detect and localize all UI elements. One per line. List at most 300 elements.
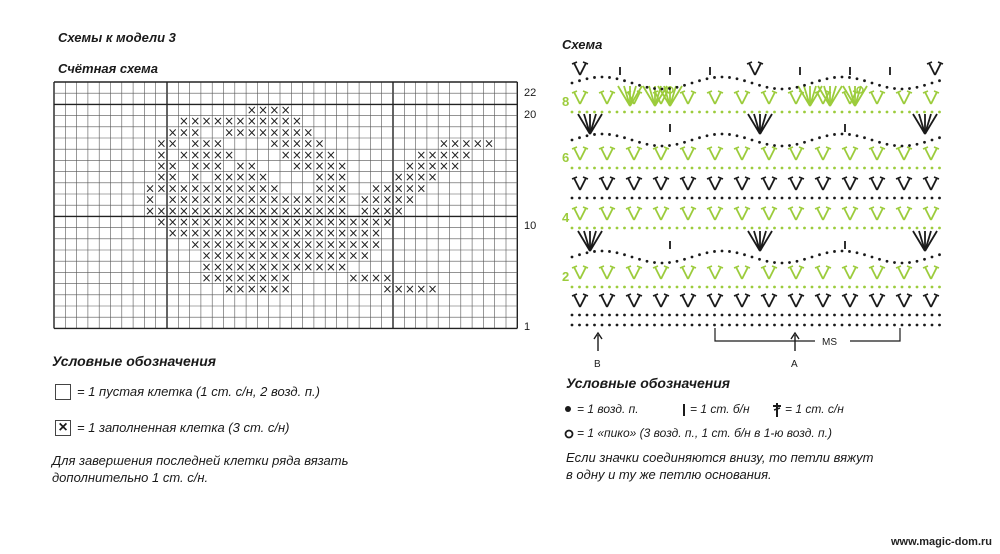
- filled-cell-mark: ×: [201, 136, 212, 151]
- chain-dot: [923, 167, 926, 170]
- v-stitch: [580, 92, 586, 104]
- filled-cell-mark: ×: [461, 136, 472, 151]
- chain-dot: [818, 167, 821, 170]
- v-stitch-bar: [772, 147, 777, 149]
- filled-cell-mark: ×: [348, 248, 359, 263]
- row-label: 2: [562, 269, 570, 284]
- filled-cell-mark: ×: [178, 181, 189, 196]
- filled-cell-mark: ×: [201, 259, 212, 274]
- chain-dot: [938, 227, 941, 230]
- chain-dot: [586, 77, 589, 80]
- chain-dot: [848, 197, 851, 200]
- chain-dot: [743, 167, 746, 170]
- v-stitch: [871, 295, 877, 307]
- chain-dot: [698, 197, 701, 200]
- filled-cell-mark: ×: [291, 192, 302, 207]
- chain-dot: [923, 227, 926, 230]
- row-number-10: 10: [524, 220, 537, 232]
- chain-dot: [571, 167, 574, 170]
- v-stitch-bar: [815, 294, 820, 296]
- v-stitch-bar: [934, 294, 939, 296]
- v-stitch-bar: [691, 177, 696, 179]
- chain-dot: [818, 286, 821, 289]
- chain-dot: [668, 286, 671, 289]
- filled-cell-mark: ×: [291, 237, 302, 252]
- filled-cell-mark: ×: [212, 114, 223, 129]
- v-stitch-bar: [799, 294, 804, 296]
- v-stitch-bar: [707, 147, 712, 149]
- chain-dot: [683, 314, 686, 317]
- chain-dot: [916, 143, 919, 146]
- chain-dot: [661, 197, 664, 200]
- filled-cell-mark: ×: [371, 181, 382, 196]
- chain-dot: [848, 286, 851, 289]
- chain-dot: [661, 111, 664, 114]
- v-stitch-bar: [610, 177, 615, 179]
- v-stitch: [655, 208, 661, 220]
- chain-dot: [863, 79, 866, 82]
- filled-cell-mark: ×: [224, 170, 235, 185]
- chain-dot: [938, 197, 941, 200]
- v-stitch: [607, 295, 613, 307]
- v-stitch-bar: [572, 294, 577, 296]
- chain-dot: [878, 167, 881, 170]
- chain-dot: [646, 197, 649, 200]
- chain-dot: [593, 167, 596, 170]
- filled-cell-mark: ×: [314, 248, 325, 263]
- chain-dot: [863, 286, 866, 289]
- chain-dot: [811, 139, 814, 142]
- filled-cell-mark: ×: [280, 103, 291, 117]
- v-stitch: [628, 148, 634, 160]
- filled-cell-mark: ×: [156, 159, 167, 173]
- v-stitch-bar: [572, 62, 577, 64]
- v-stitch-bar: [896, 147, 901, 149]
- chain-dot: [728, 197, 731, 200]
- chain-dot: [623, 227, 626, 230]
- filled-cell-mark: ×: [348, 237, 359, 252]
- chain-dot: [706, 197, 709, 200]
- v-stitch: [580, 267, 586, 279]
- chain-dot: [721, 197, 724, 200]
- chain-dot: [653, 111, 656, 114]
- chain-dot: [886, 314, 889, 317]
- filled-cell-mark: ×: [167, 226, 178, 241]
- filled-cell-mark: ×: [280, 114, 291, 129]
- chain-dot: [773, 111, 776, 114]
- filled-cell-mark: ×: [235, 114, 246, 129]
- v-stitch-bar: [583, 91, 588, 93]
- chain-dot: [811, 82, 814, 85]
- chain-dot: [833, 76, 836, 79]
- chain-dot: [751, 324, 754, 327]
- chain-dot: [608, 286, 611, 289]
- v-stitch: [898, 208, 904, 220]
- chain-dot: [923, 314, 926, 317]
- chain-dot: [623, 286, 626, 289]
- v-stitch: [796, 267, 802, 279]
- filled-cell-mark: ×: [190, 136, 201, 151]
- chain-dot: [631, 111, 634, 114]
- v-stitch-bar: [707, 91, 712, 93]
- v-stitch-bar: [842, 266, 847, 268]
- chain-dot: [601, 314, 604, 317]
- chain-dot: [871, 111, 874, 114]
- stitch-row: [571, 147, 941, 169]
- chain-dot: [608, 133, 611, 136]
- chain-dot: [608, 324, 611, 327]
- v-stitch: [601, 178, 607, 190]
- chain-dot: [886, 167, 889, 170]
- chain-dot: [773, 286, 776, 289]
- chain-dot: [803, 286, 806, 289]
- v-stitch-bar: [747, 62, 752, 64]
- chain-dot: [728, 76, 731, 79]
- chain-dot: [841, 324, 844, 327]
- chain-dot: [811, 111, 814, 114]
- chain-dot: [676, 260, 679, 263]
- chain-dot: [586, 251, 589, 254]
- v-stitch-bar: [815, 177, 820, 179]
- v-stitch: [634, 208, 640, 220]
- v-stitch-bar: [664, 147, 669, 149]
- v-stitch: [580, 178, 586, 190]
- chain-dot: [781, 286, 784, 289]
- v-stitch-bar: [896, 266, 901, 268]
- filled-cell-mark: ×: [190, 237, 201, 252]
- v-stitch-bar: [842, 207, 847, 209]
- chain-dot: [721, 286, 724, 289]
- row-label: 4: [562, 210, 570, 225]
- chain-dot: [713, 76, 716, 79]
- filled-cell-mark: ×: [224, 226, 235, 241]
- filled-cell-mark: ×: [291, 203, 302, 218]
- v-stitch-bar: [745, 294, 750, 296]
- filled-cell-mark: ×: [269, 226, 280, 241]
- v-stitch-bar: [572, 177, 577, 179]
- chain-dot: [736, 134, 739, 137]
- v-stitch-bar: [880, 177, 885, 179]
- v-stitch-bar: [572, 266, 577, 268]
- chain-dot: [668, 87, 671, 90]
- chain-dot: [916, 111, 919, 114]
- chain-dot: [766, 86, 769, 89]
- chain-dot: [646, 314, 649, 317]
- chain-dot: [751, 286, 754, 289]
- chain-dot: [661, 286, 664, 289]
- v-stitch: [763, 148, 769, 160]
- chain-dot: [683, 227, 686, 230]
- v-stitch: [574, 63, 580, 75]
- v-stitch: [607, 208, 613, 220]
- v-stitch: [736, 267, 742, 279]
- chain-dot: [713, 167, 716, 170]
- chart-title: Схемы к модели 3: [58, 30, 176, 45]
- chain-dot: [601, 111, 604, 114]
- chain-dot: [781, 227, 784, 230]
- v-stitch-bar: [869, 147, 874, 149]
- v-stitch: [655, 295, 661, 307]
- v-stitch-bar: [788, 207, 793, 209]
- chain-dot: [788, 167, 791, 170]
- chain-dot: [848, 227, 851, 230]
- chain-dot: [886, 286, 889, 289]
- v-stitch: [749, 63, 755, 75]
- v-stitch-bar: [626, 147, 631, 149]
- chain-dot: [691, 139, 694, 142]
- filled-cell-mark: ×: [348, 271, 359, 285]
- chain-dot: [766, 260, 769, 263]
- filled-cell-mark: ×: [212, 147, 223, 162]
- v-stitch: [790, 267, 796, 279]
- filled-cell-mark: ×: [235, 125, 246, 140]
- filled-cell-mark: ×: [167, 125, 178, 140]
- chain-dot: [713, 197, 716, 200]
- v-stitch: [796, 148, 802, 160]
- chain-dot: [668, 167, 671, 170]
- filled-cell-mark: ×: [156, 136, 167, 151]
- filled-cell-mark: ×: [314, 203, 325, 218]
- chain-dot: [676, 286, 679, 289]
- chain-dot: [841, 111, 844, 114]
- chain-dot: [796, 167, 799, 170]
- chain-dot: [691, 256, 694, 259]
- v-stitch: [628, 267, 634, 279]
- chain-dot: [931, 324, 934, 327]
- chain-dot: [931, 314, 934, 317]
- filled-cell-mark: ×: [224, 147, 235, 162]
- filled-cell-mark: ×: [371, 192, 382, 207]
- v-stitch: [688, 295, 694, 307]
- chain-dot: [623, 136, 626, 139]
- filled-cell-mark: ×: [235, 282, 246, 297]
- v-stitch: [929, 63, 935, 75]
- filled-cell-mark: ×: [258, 203, 269, 218]
- v-stitch-bar: [869, 177, 874, 179]
- chain-dot: [571, 324, 574, 327]
- chain-dot: [901, 88, 904, 91]
- chain-dot: [818, 136, 821, 139]
- chain-dot: [743, 314, 746, 317]
- filled-cell-mark: ×: [371, 215, 382, 229]
- filled-cell-mark: ×: [303, 248, 314, 263]
- filled-cell-mark: ×: [190, 203, 201, 218]
- v-stitch-bar: [718, 147, 723, 149]
- chain-dot: [811, 167, 814, 170]
- chain-dot: [698, 286, 701, 289]
- v-stitch: [688, 267, 694, 279]
- chain-dot: [638, 227, 641, 230]
- chain-dot: [743, 111, 746, 114]
- chain-dot: [788, 197, 791, 200]
- v-stitch-bar: [923, 266, 928, 268]
- v-stitch: [688, 92, 694, 104]
- chain-dot: [878, 286, 881, 289]
- v-stitch: [715, 92, 721, 104]
- filled-cell-mark: ×: [246, 203, 257, 218]
- filled-cell-mark: ×: [404, 282, 415, 297]
- chain-dot: [706, 111, 709, 114]
- filled-cell-mark: ×: [246, 103, 257, 117]
- chain-dot: [931, 197, 934, 200]
- chain-dot: [803, 84, 806, 87]
- filled-cell-mark: ×: [325, 203, 336, 218]
- v-stitch-bar: [842, 294, 847, 296]
- chain-dot: [736, 251, 739, 254]
- chain-dot: [811, 314, 814, 317]
- chain-dot: [833, 111, 836, 114]
- chain-dot: [833, 250, 836, 253]
- v-stitch-bar: [653, 147, 658, 149]
- v-stitch-bar: [842, 147, 847, 149]
- filled-cell-mark: ×: [393, 282, 404, 297]
- v-stitch-bar: [923, 147, 928, 149]
- chain-dot: [608, 76, 611, 79]
- filled-cell-mark: ×: [190, 215, 201, 229]
- chain-dot: [841, 167, 844, 170]
- chain-dot: [706, 251, 709, 254]
- v-stitch-bar: [637, 177, 642, 179]
- v-stitch-bar: [934, 266, 939, 268]
- row-number-1: 1: [524, 321, 531, 333]
- filled-cell-mark: ×: [461, 147, 472, 162]
- v-stitch: [931, 267, 937, 279]
- v-stitch: [655, 267, 661, 279]
- double-crochet-icon: [773, 403, 781, 417]
- v-stitch-bar: [734, 91, 739, 93]
- chain-dot: [728, 133, 731, 136]
- chain-dot: [901, 197, 904, 200]
- chain-dot: [758, 84, 761, 87]
- chain-dot: [803, 141, 806, 144]
- filled-cell-mark: ×: [280, 125, 291, 140]
- chain-dot: [638, 324, 641, 327]
- v-stitch: [580, 148, 586, 160]
- chain-dot: [728, 111, 731, 114]
- chain-dot: [698, 79, 701, 82]
- note-line-1: Для завершения последней клетки ряда вязать: [52, 453, 349, 468]
- chain-dot: [901, 167, 904, 170]
- chain-dot: [698, 253, 701, 256]
- chain-dot: [646, 167, 649, 170]
- chain-dot: [886, 86, 889, 89]
- chain-dot: [608, 167, 611, 170]
- chain-dot: [781, 145, 784, 148]
- chain-dot: [908, 144, 911, 147]
- filled-cell-mark: ×: [472, 136, 483, 151]
- chain-dot: [668, 197, 671, 200]
- v-stitch-bar: [599, 177, 604, 179]
- v-stitch: [688, 208, 694, 220]
- chain-dot: [818, 314, 821, 317]
- v-stitch-bar: [896, 294, 901, 296]
- chain-dot: [593, 314, 596, 317]
- filled-cell-mark: ×: [178, 192, 189, 207]
- filled-cell-mark: ×: [359, 237, 370, 252]
- v-stitch-bar: [934, 207, 939, 209]
- filled-cell-mark: ×: [269, 114, 280, 129]
- chain-dot: [638, 258, 641, 261]
- chain-dot: [743, 197, 746, 200]
- chain-dot: [893, 261, 896, 264]
- chain-dot: [766, 227, 769, 230]
- v-stitch-bar: [610, 147, 615, 149]
- filled-cell-mark: ×: [258, 125, 269, 140]
- v-stitch: [790, 92, 796, 104]
- filled-cell-mark: ×: [178, 215, 189, 229]
- v-stitch-bar: [718, 177, 723, 179]
- chain-dot: [938, 324, 941, 327]
- chain-dot: [736, 324, 739, 327]
- filled-cell-mark: ×: [450, 159, 461, 173]
- filled-cell-mark: ×: [235, 248, 246, 263]
- chain-dot: [751, 314, 754, 317]
- chain-dot: [781, 111, 784, 114]
- chain-dot: [871, 139, 874, 142]
- chain-dot: [698, 167, 701, 170]
- chain-dot: [571, 139, 574, 142]
- filled-cell-mark: ×: [246, 215, 257, 229]
- v-stitch: [709, 208, 715, 220]
- v-stitch-bar: [880, 294, 885, 296]
- v-stitch: [877, 92, 883, 104]
- v-stitch-bar: [680, 147, 685, 149]
- chain-dot: [571, 286, 574, 289]
- chain-dot: [736, 286, 739, 289]
- chain-dot: [833, 324, 836, 327]
- chain-dot: [773, 227, 776, 230]
- v-stitch: [904, 148, 910, 160]
- v-stitch: [682, 208, 688, 220]
- chain-dot: [631, 82, 634, 85]
- chain-dot: [863, 324, 866, 327]
- filled-cell-mark: ×: [201, 114, 212, 129]
- chain-dot: [631, 227, 634, 230]
- chain-dot: [856, 324, 859, 327]
- chain-dot: [661, 314, 664, 317]
- v-stitch-bar: [907, 207, 912, 209]
- chain-dot: [653, 167, 656, 170]
- chain-dot: [826, 227, 829, 230]
- chain-dot: [908, 314, 911, 317]
- filled-cell-mark: ×: [280, 192, 291, 207]
- v-stitch-bar: [664, 207, 669, 209]
- filled-cell-mark: ×: [280, 271, 291, 285]
- filled-cell-mark: ×: [314, 237, 325, 252]
- chain-dot: [796, 143, 799, 146]
- v-stitch-bar: [637, 207, 642, 209]
- v-stitch-bar: [745, 266, 750, 268]
- chain-dot: [766, 111, 769, 114]
- chain-dot: [908, 286, 911, 289]
- v-stitch: [769, 208, 775, 220]
- v-stitch: [742, 295, 748, 307]
- v-stitch-bar: [653, 266, 658, 268]
- filled-cell-mark: ×: [291, 159, 302, 173]
- v-stitch-bar: [815, 147, 820, 149]
- v-stitch-bar: [626, 294, 631, 296]
- filled-cell-mark: ×: [178, 226, 189, 241]
- chain-dot: [923, 286, 926, 289]
- v-stitch: [601, 267, 607, 279]
- v-stitch: [601, 295, 607, 307]
- v-stitch: [628, 178, 634, 190]
- chain-dot: [691, 111, 694, 114]
- filled-cell-mark: ×: [224, 259, 235, 274]
- filled-cell-icon: ×: [55, 420, 71, 436]
- chain-dot: [653, 87, 656, 90]
- stitch-row: [571, 86, 941, 113]
